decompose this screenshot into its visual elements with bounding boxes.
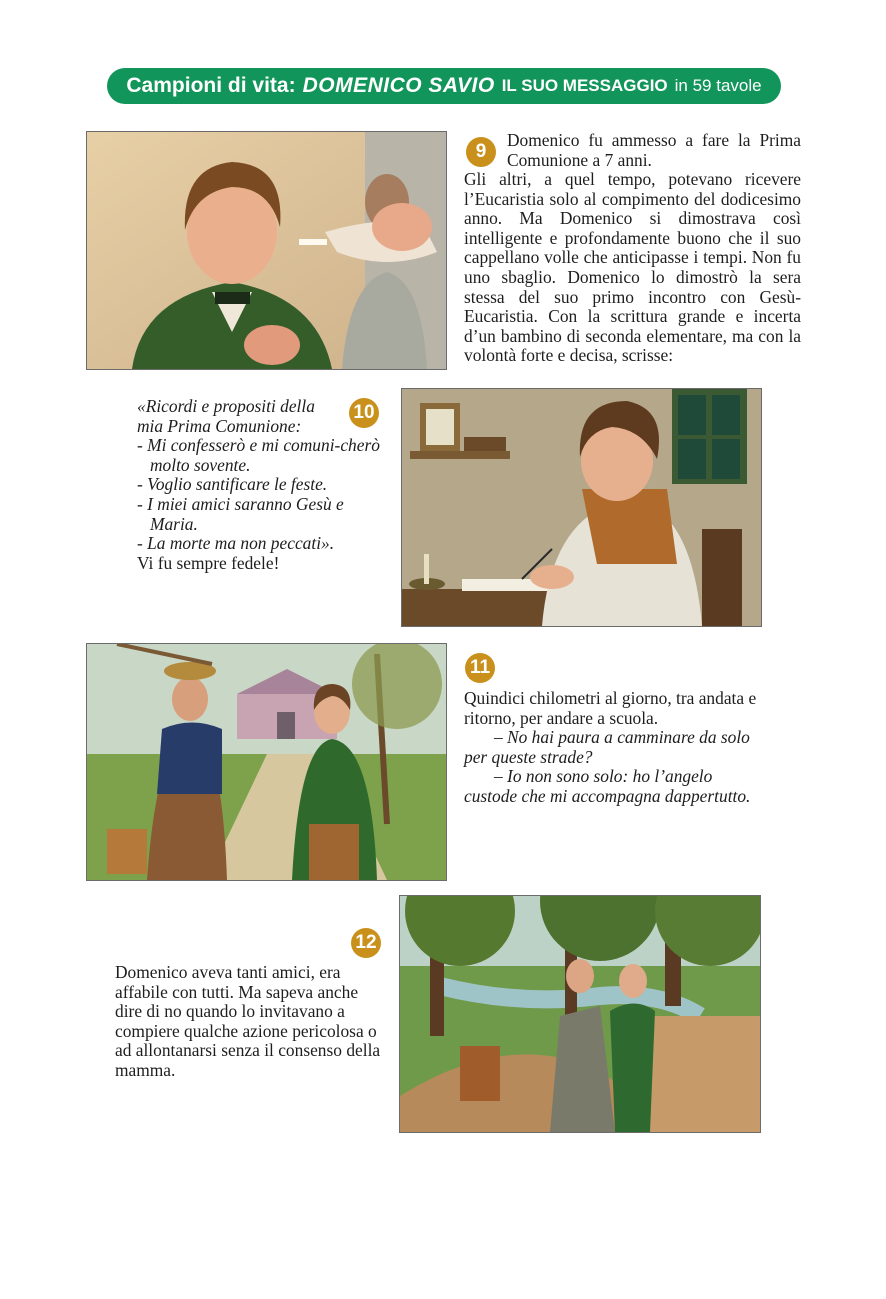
panel-number-badge: 12 [351, 928, 381, 958]
illustration-first-communion [86, 131, 447, 370]
dialogue-question: – No hai paura a camminare da solo per queste strade? [464, 727, 750, 767]
dialogue-answer: – Io non sono solo: ho l’angelo custode che mi accompagna dappertutto. [464, 766, 751, 806]
panel-11-narration: Quindici chilometri al giorno, tra andata e ritorno, per andare a scuola. [464, 688, 757, 728]
message-label: IL SUO MESSAGGIO [501, 76, 668, 95]
illustration-boys-by-stream [399, 895, 761, 1133]
illustration-walk-to-school [86, 643, 447, 881]
panel-number-badge: 10 [349, 398, 379, 428]
resolution-item: - Mi confesserò e mi comuni-cherò molto sovente. [137, 435, 380, 475]
panel-10-text [137, 397, 393, 573]
title-banner [107, 68, 781, 104]
panel-12-text: Domenico aveva tanti amici, era affabile con tutti. Ma sapeva anche dire di no quando lo invitavano a compiere qualche azione pericolosa o ad allontanarsi senza il consenso della mamma. [115, 962, 381, 1080]
panel-9-intro: Domenico fu ammesso a fare la Prima Comunione a 7 anni. [507, 130, 801, 170]
resolution-title: «Ricordi e propositi della mia Prima Comunione: [137, 396, 315, 436]
resolution-item: - La morte ma non peccati». [137, 533, 335, 554]
illustration-boy-writing [401, 388, 762, 627]
resolution-item: - Voglio santificare le feste. [137, 474, 328, 495]
series-title: Campioni di vita: [126, 74, 296, 97]
subject-name: DOMENICO SAVIO [302, 74, 495, 97]
panel-11-text [464, 689, 764, 807]
panel-9-text: Gli altri, a quel tempo, potevano ricevere l’Eucaristia solo al compimento del dodicesimo anno. Ma Domenico si dimostrava così intelligente e profondamente buono che il suo cappellano volle che anticipasse i tempi. Non fu uno sbaglio. Domenico lo dimostrò la sera stessa del suo primo incontro con Gesù-Eucaristia. Con la scrittura grande e incerta d’un bambino di seconda elementare, ma con la volontà forte e decisa, scrisse: [464, 169, 801, 366]
plates-count: in 59 tavole [674, 76, 762, 95]
panel-number-badge: 9 [466, 137, 496, 167]
panel-number-badge: 11 [465, 653, 495, 683]
resolution-item: - I miei amici saranno Gesù e Maria. [137, 493, 344, 534]
closing-line: Vi fu sempre fedele! [137, 552, 280, 573]
